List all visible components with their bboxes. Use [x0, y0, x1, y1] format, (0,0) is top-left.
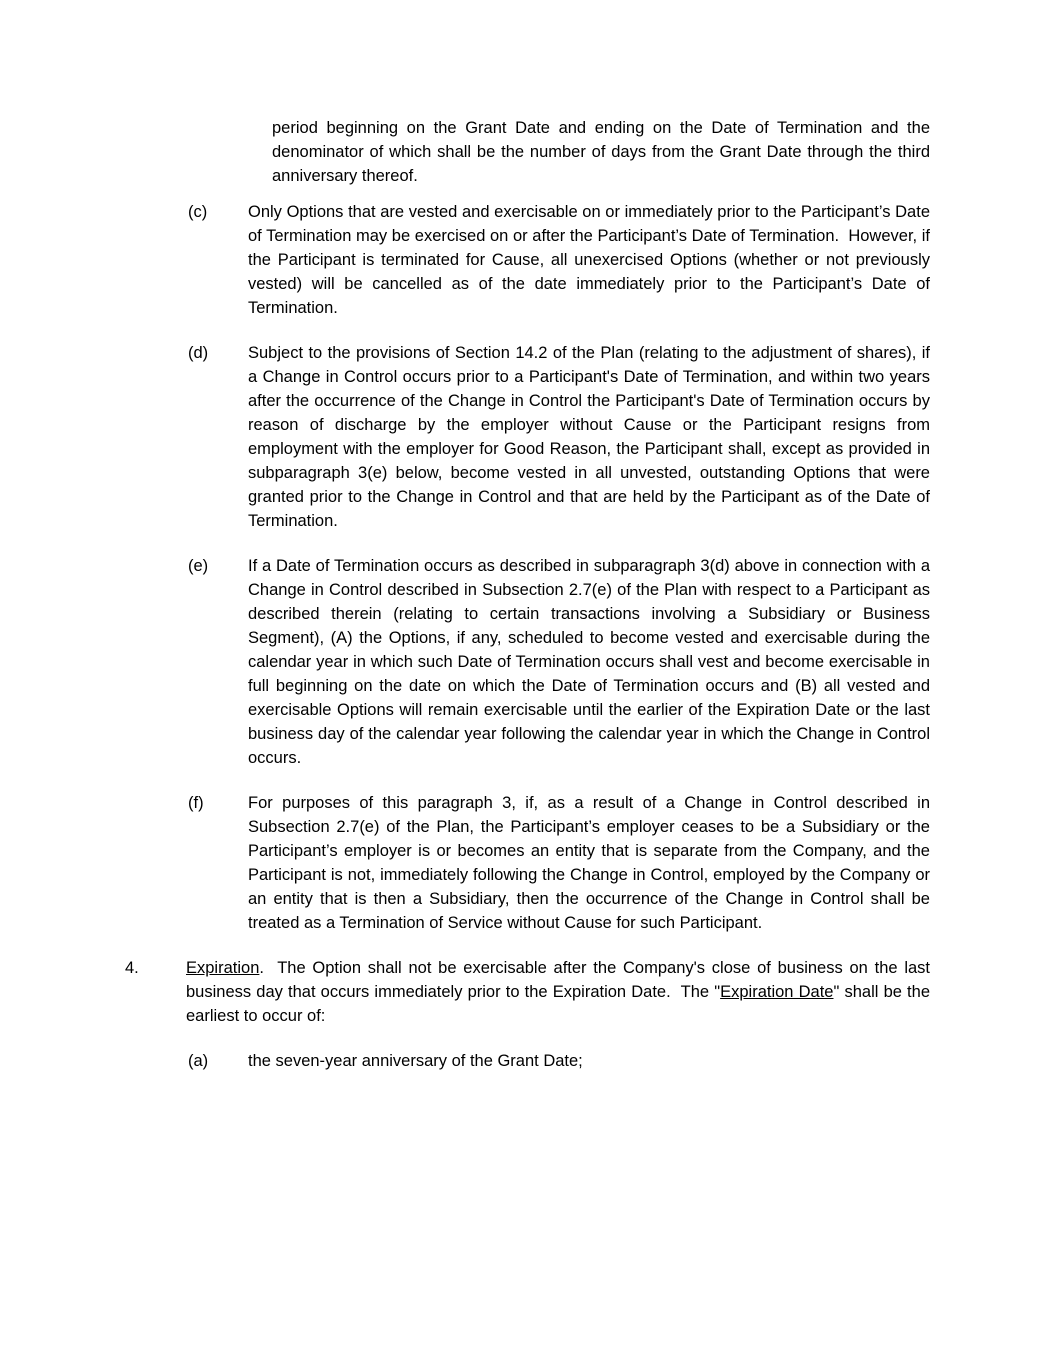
subparagraph-f	[188, 791, 1055, 935]
section-4-paragraph	[186, 956, 935, 1028]
subparagraph-text: Only Options that are vested and exercisable on or immediately prior to the Participant’s Date of Termination may be exercised on or after the Participant’s Date of Termination. However, if the Participant is terminated for Cause, all unexercised Options (whether or not previously vested) will be cancelled as of the date immediately prior to the Participant’s Date of Termination.	[248, 203, 935, 317]
subparagraph-e	[188, 554, 1055, 770]
section-4-body-2: " shall be the earliest to occur of:	[186, 983, 935, 1025]
subparagraph-c	[188, 200, 1055, 320]
subitem-text: the seven-year anniversary of the Grant Date;	[248, 1052, 583, 1070]
section-4-heading: Expiration	[186, 959, 260, 977]
subparagraph-text: Subject to the provisions of Section 14.2 of the Plan (relating to the adjustment of shares), if a Change in Control occurs prior to a Participant's Date of Termination, and within two years after the occurrence of the Change in Control the Participant's Date of Termination occurs by reason of discharge by the employer without Cause or the Participant resigns from employment with the employer for Good Reason, the Participant shall, except as provided in subparagraph 3(e) below, become vested in all unvested, outstanding Options that were granted prior to the Change in Control and that are held by the Participant as of the Date of Termination.	[248, 344, 935, 530]
subparagraph-d	[188, 341, 1055, 533]
subparagraph-label: (c)	[188, 203, 208, 221]
expiration-date-term: Expiration Date	[720, 983, 834, 1001]
section-number: 4.	[125, 959, 139, 977]
subitem-label: (a)	[188, 1052, 209, 1070]
subparagraph-label: (d)	[188, 344, 209, 362]
section-4-body-1: . The Option shall not be exercisable after the Company's close of business on the last business day that occurs immediately prior to the Expiration Date. The "	[186, 959, 935, 1001]
subparagraph-label: (f)	[188, 794, 204, 812]
section-4-expiration	[125, 956, 1055, 1028]
subparagraph-text: If a Date of Termination occurs as described in subparagraph 3(d) above in connection with a Change in Control described in Subsection 2.7(e) of the Plan with respect to a Participant as described therein (relating to certain transactions involving a Subsidiary or Business Segment), (A) the Options, if any, scheduled to become vested and exercisable during the calendar year in which such Date of Termination occurs shall vest and become exercisable in full beginning on the date on which the Date of Termination occurs and (B) all vested and exercisable Options will remain exercisable until the earlier of the Expiration Date or the last business day of the calendar year following the calendar year in which the Change in Control occurs.	[248, 557, 935, 767]
subitem-a	[188, 1049, 1055, 1073]
continuation-paragraph: period beginning on the Grant Date and ending on the Date of Termination and the denominator of which shall be the number of days from the Grant Date through the third anniversary thereof.	[272, 119, 935, 185]
subparagraph-text: For purposes of this paragraph 3, if, as a result of a Change in Control described in Subsection 2.7(e) of the Plan, the Participant’s employer ceases to be a Subsidiary or the Participant’s employer is or becomes an entity that is separate from the Company, and the Participant is not, immediately following the Change in Control, employed by the Company or an entity that is then a Subsidiary, then the occurrence of the Change in Control shall be treated as a Termination of Service without Cause for such Participant.	[248, 794, 935, 932]
subparagraph-label: (e)	[188, 557, 209, 575]
